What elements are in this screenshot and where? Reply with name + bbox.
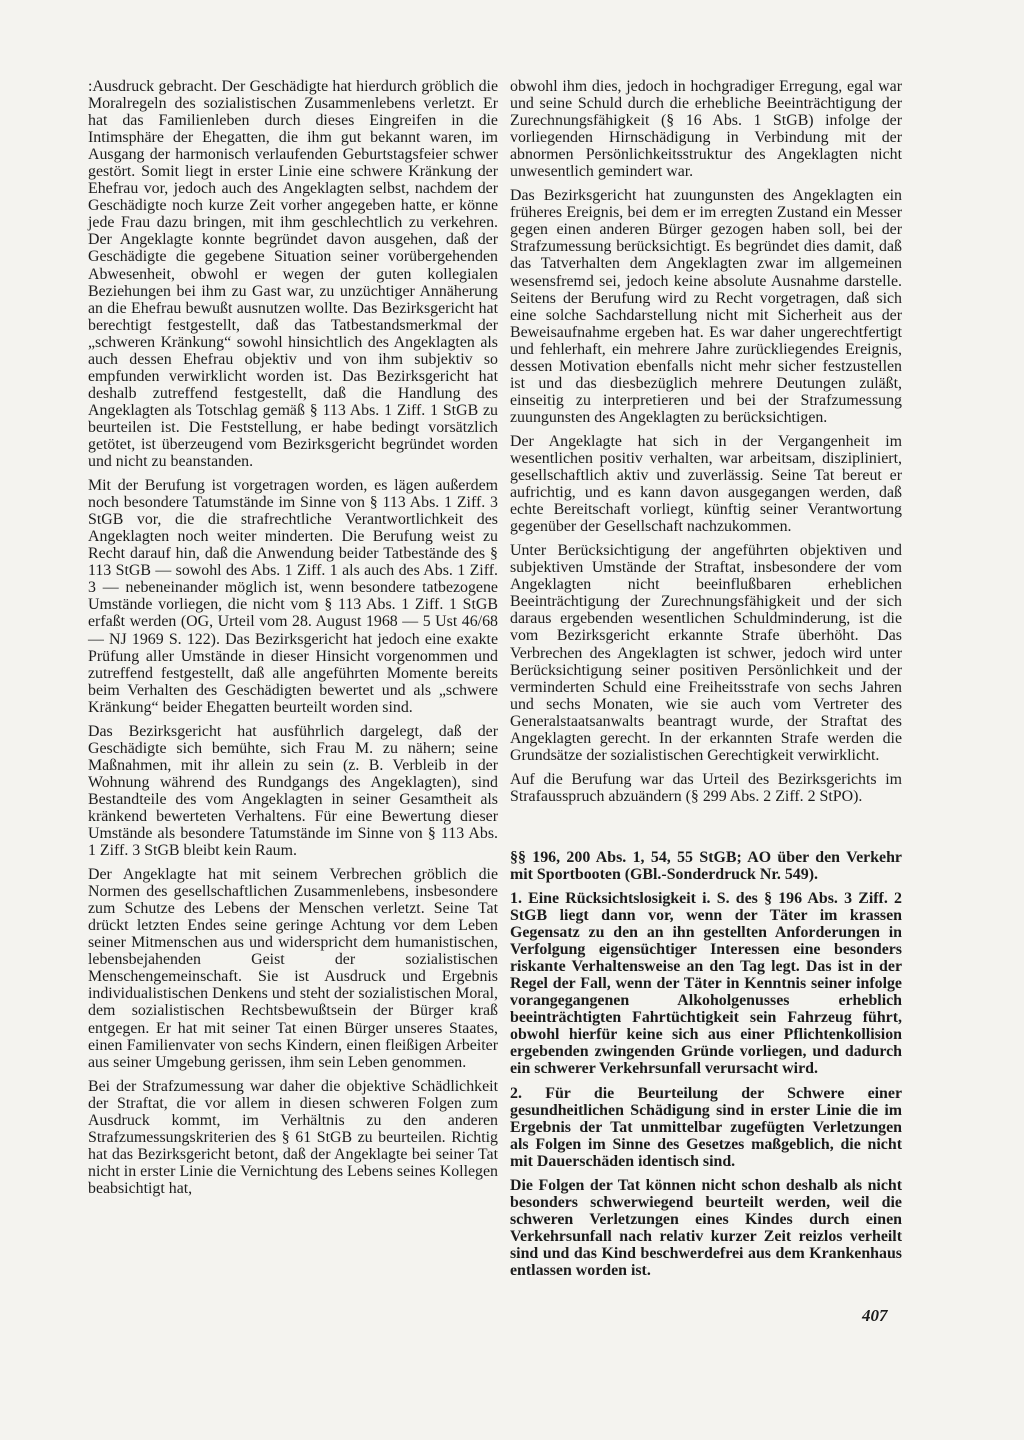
paragraph: obwohl ihm dies, jedoch in hochgradiger Erregung, egal war und seine Schuld durch die erhebliche Beeinträchtigung der Zurechnungsfähigkeit (§ 16 Abs. 1 StGB) infolge der vorliegenden Hirnschädigung in Verbindung mit der abnormen Persönlichkeitsstruktur des Angeklagten nicht unwesentlich gemindert war. bbox=[510, 78, 902, 181]
paragraph: Der Angeklagte hat sich in der Vergangenheit im wesentlichen positiv verhalten, war arbeitsam, diszipliniert, gesellschaftlich aktiv und zuverlässig. Seine Tat bereut er aufrichtig, und es kann davon ausgegangen werden, daß echte Bereitschaft vorliegt, künftig seiner Verantwortung gegenüber der Gesellschaft nachzukommen. bbox=[510, 432, 902, 536]
paragraph: Mit der Berufung ist vorgetragen worden, es lägen außerdem noch besondere Tatumstände im Sinne von § 113 Abs. 1 Ziff. 3 StGB vor, die die strafrechtliche Verantwortlichkeit des Angeklagten noch weiter minderten. Die Berufung weist zu Recht darauf hin, daß die Anwendung beider Tatbestände des § 113 StGB — sowohl des Abs. 1 Ziff. 1 als auch des Abs. 1 Ziff. 3 — nebeneinander möglich ist, wenn besondere tatbezogene Umstände vorliegen, die nicht vom § 113 Abs. 1 Ziff. 1 StGB erfaßt werden (OG, Urteil vom 28. August 1968 — 5 Ust 46/68 — NJ 1969 S. 122). Das Bezirksgericht hat jedoch eine exakte Prüfung aller Umstände in dieser Hinsicht vorgenommen und zutreffend festgestellt, daß alle angeführten Momente bereits beim Verhalten des Geschädigten bewertet und als „schwere Kränkung“ beider Ehegatten beurteilt worden sind. bbox=[88, 477, 498, 716]
headnote: 1. Eine Rücksichtslosigkeit i. S. des § 196 Abs. 3 Ziff. 2 StGB liegt dann vor, wenn der Täter im krassen Gegensatz zu den an ihn gestellten Anforderungen in Verfolgung eigensüchtiger Interessen eine besonders riskante Verhaltensweise an den Tag legt. Das ist in der Regel der Fall, wenn der Täter in Kenntnis seiner infolge vorangegangenen Alkoholgenusses erheblich beeinträchtigten Fahrtüchtigkeit sein Fahrzeug führt, obwohl hierfür keine sich aus einer Pflichtenkollision ergebenden zwingenden Gründe vorliegen, und dadurch ein schwerer Verkehrsunfall verursacht wird. bbox=[510, 890, 902, 1078]
paragraph: Unter Berücksichtigung der angeführten objektiven und subjektiven Umstände der Straftat, insbesondere der vom Angeklagten nicht beeinflußbaren erheblichen Beeinträchtigung der Zurechnungsfähigkeit und der sich daraus ergebenden wesentlichen Schuldminderung, ist die vom Bezirksgericht erkannte Strafe überhöht. Das Verbrechen des Angeklagten ist schwer, jedoch wird unter Berücksichtigung seiner positiven Persönlichkeit und der verminderten Schuld eine Freiheitsstrafe von sechs Jahren und sechs Monaten, wie sie auch vom Vertreter des Generalstaatsanwalts beantragt wurde, der Straftat des Angeklagten gerecht. In der erkannten Strafe werden die Grundsätze der sozialistischen Gerechtigkeit verwirklicht. bbox=[510, 542, 902, 764]
paragraph: Das Bezirksgericht hat ausführlich dargelegt, daß der Geschädigte sich bemühte, sich Frau M. zu nähern; seine Maßnahmen, mit ihr allein zu sein (z. B. Verbleib in der Wohnung während des Rundgangs des Angeklagten), sind Bestandteile des vom Angeklagten in seiner Gesamtheit als kränkend bewerteten Verhaltens. Für eine Bewertung dieser Umstände als besondere Tatumstände im Sinne von § 113 Abs. 1 Ziff. 3 StGB bleibt kein Raum. bbox=[88, 722, 498, 860]
page-number: 407 bbox=[862, 1306, 888, 1325]
right-column bbox=[510, 78, 902, 1286]
paragraph: Bei der Strafzumessung war daher die objektive Schädlichkeit der Straftat, die vor allem in diesen schweren Folgen zum Ausdruck kommt, im Verhältnis zu den anderen Strafzumessungskriterien des § 61 StGB zu beurteilen. Richtig hat das Bezirksgericht betont, daß der Angeklagte bei seiner Tat nicht in erster Linie die Vernichtung des Lebens seines Kollegen beabsichtigt hat, bbox=[88, 1077, 498, 1197]
paragraph: Das Bezirksgericht hat zuungunsten des Angeklagten ein früheres Ereignis, bei dem er im erregten Zustand ein Messer gegen einen anderen Bürger gezogen haben soll, bei der Strafzumessung berücksichtigt. Es begründet dies damit, daß das Tatverhalten dem Angeklagten zwar im allgemeinen wesensfremd sei, jedoch keine absolute Ausnahme darstelle. Seitens der Berufung wird zu Recht vorgetragen, daß sich eine solche Sachdarstellung nicht mit Sicherheit aus der Beweisaufnahme ergeben hat. Es war daher ungerechtfertigt und fehlerhaft, ein mehrere Jahre zurückliegendes Ereignis, dessen Motivation ebenfalls nicht mehr sicher festzustellen ist und das diesbezüglich mehrere Deutungen zuläßt, einseitig zu interpretieren und bei der Strafzumessung zuungunsten des Angeklagten zu berücksichtigen. bbox=[510, 187, 902, 426]
headnote: Die Folgen der Tat können nicht schon deshalb als nicht besonders schwerwiegend beurteilt werden, weil die schweren Verletzungen eines Kindes durch einen Verkehrsunfall nach relativ kurzer Zeit reizlos verheilt sind und das Kind beschwerdefrei aus dem Krankenhaus entlassen worden ist. bbox=[510, 1176, 902, 1279]
paragraph: :Ausdruck gebracht. Der Geschädigte hat hierdurch gröblich die Moralregeln des sozialistischen Zusammenlebens verletzt. Er hat das Familienleben durch dieses Eingreifen in die Intimsphäre der Ehegatten, die ihm gut bekannt waren, im Ausgang der harmonisch verlaufenden Geburtstagsfeier schwer gestört. Somit liegt in erster Linie eine schwere Kränkung der Ehefrau vor, jedoch auch des Angeklagten selbst, nachdem der Geschädigte noch kurze Zeit vorher angegeben hatte, er könne jede Frau dazu bringen, mit ihm geschlechtlich zu verkehren. Der Angeklagte konnte begründet davon ausgehen, daß der Geschädigte die gegebene Situation seiner vorübergehenden Abwesenheit, obwohl er wegen der guten kollegialen Beziehungen bei ihm zu Gast war, zu unzüchtiger Annäherung an die Ehefrau bewußt ausnutzen wollte. Das Bezirksgericht hat berechtigt festgestellt, daß das Tatbestandsmerkmal der „schweren Kränkung“ sowohl hinsichtlich des Angeklagten als auch dessen Ehefrau objektiv und von ihm subjektiv so empfunden verwirklicht worden ist. Das Bezirksgericht hat deshalb zutreffend festgestellt, daß die Handlung des Angeklagten als Totschlag gemäß § 113 Abs. 1 Ziff. 1 StGB zu beurteilen ist. Die Feststellung, er habe bedingt vorsätzlich getötet, ist überzeugend vom Bezirksgericht begründet worden und nicht zu beanstanden. bbox=[88, 78, 498, 471]
paragraph: Auf die Berufung war das Urteil des Bezirksgerichts im Strafausspruch abzuändern (§ 299 Abs. 2 Ziff. 2 StPO). bbox=[510, 770, 902, 805]
left-column bbox=[88, 78, 498, 1204]
headnote: 2. Für die Beurteilung der Schwere einer gesundheitlichen Schädigung sind in erster Linie die im Ergebnis der Tat unmittelbar zugefügten Verletzungen als Folgen im Sinne des Gesetzes maßgeblich, die nicht mit Dauerschäden identisch sind. bbox=[510, 1084, 902, 1170]
section-heading: §§ 196, 200 Abs. 1, 54, 55 StGB; AO über den Verkehr mit Sportbooten (GBl.-Sonderdruck Nr. 549). bbox=[510, 848, 902, 883]
paragraph: Der Angeklagte hat mit seinem Verbrechen gröblich die Normen des gesellschaftlichen Zusammenlebens, insbesondere zum Schutze des Lebens der Menschen verletzt. Seine Tat drückt letzten Endes seine geringe Achtung vor dem Leben seiner Mitmenschen aus und widerspricht dem humanistischen, lebensbejahenden Geist der sozialistischen Menschengemeinschaft. Sie ist Ausdruck und Ergebnis individualistischen Denkens und steht der sozialistischen Moral, dem sozialistischen Rechtsbewußtsein der Bürger kraß entgegen. Er hat mit seiner Tat einen Bürger unseres Staates, einen Familienvater von sechs Kindern, einen fleißigen Arbeiter aus seiner Umgebung gerissen, ihm sein Leben genommen. bbox=[88, 866, 498, 1071]
